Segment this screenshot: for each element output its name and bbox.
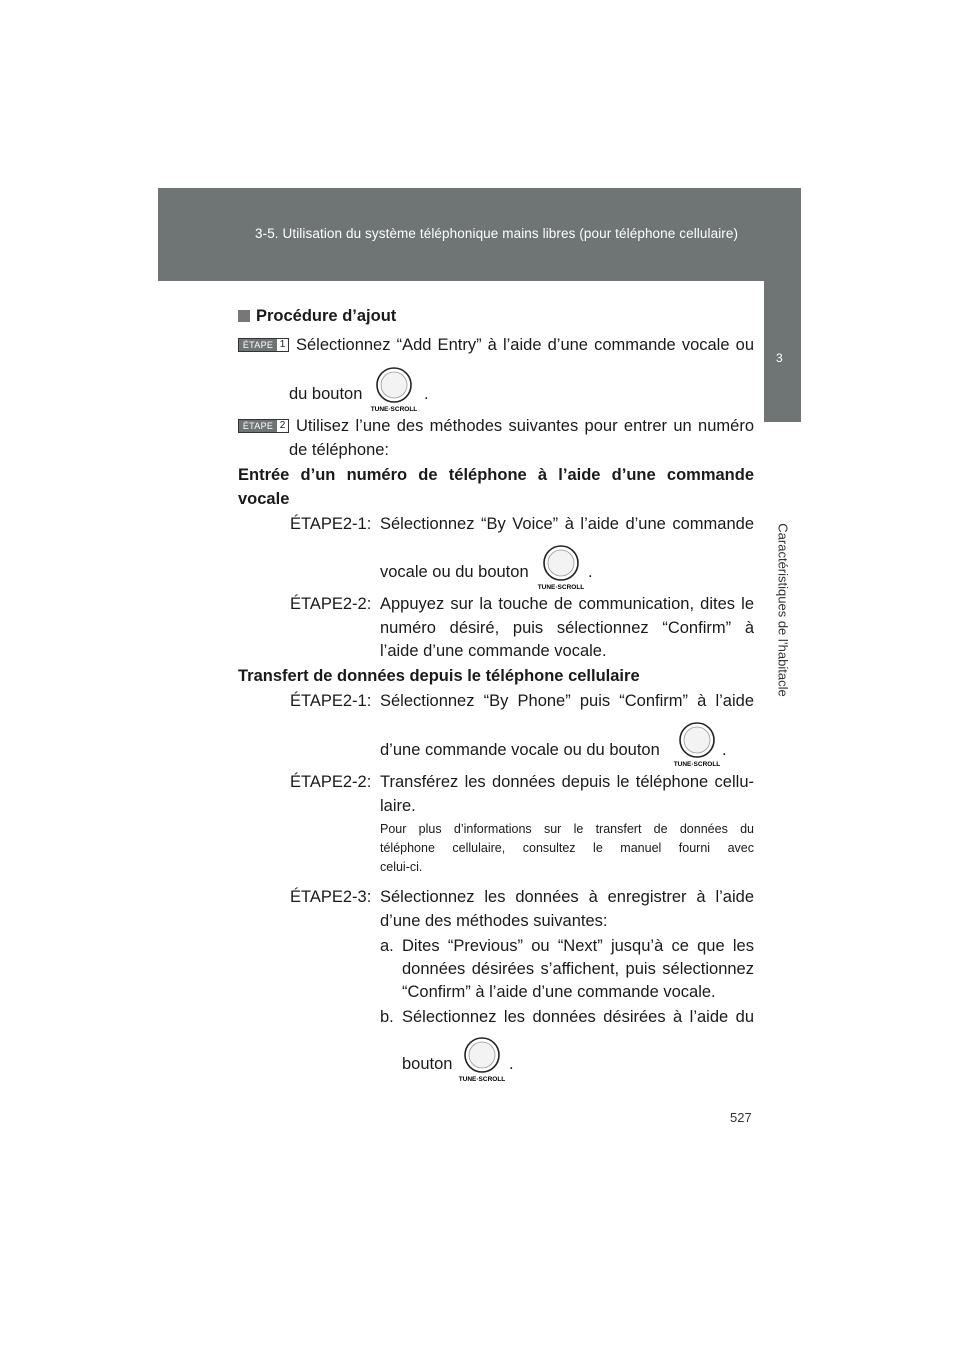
transfer-step22-note1: Pour plus d’informations sur le transfert de données du: [380, 822, 754, 836]
chapter-number: 3: [776, 351, 783, 365]
section-heading: Procédure d’ajout: [238, 306, 396, 326]
voice-step21-line1: Sélectionnez “By Voice” à l’aide d’une commande: [380, 515, 754, 533]
knob-caption: TUNE·SCROLL: [458, 1076, 506, 1083]
knob-caption: TUNE·SCROLL: [537, 584, 585, 591]
tune-scroll-knob-icon: [536, 542, 586, 592]
tune-scroll-knob-icon: [672, 719, 722, 769]
option-a-line1: Dites “Previous” ou “Next” jusqu’à ce que les: [402, 937, 754, 955]
transfer-step23-line1: Sélectionnez les données à enregistrer à l’aide: [380, 888, 754, 906]
transfer-step22-label: ÉTAPE2-2:: [290, 773, 372, 791]
transfer-step23-label: ÉTAPE2-3:: [290, 888, 372, 906]
transfer-step22-line2: laire.: [380, 797, 416, 815]
step2-line1: Utilisez l’une des méthodes suivantes pour entrer un numéro: [296, 417, 754, 435]
knob-caption: TUNE·SCROLL: [673, 761, 721, 768]
step-badge-2: ÉTAPE 2: [238, 419, 289, 433]
option-b-marker: b.: [380, 1008, 394, 1026]
transfer-step22-note3: celui-ci.: [380, 860, 423, 874]
step1-end: .: [424, 385, 429, 403]
section-title: 3-5. Utilisation du système téléphonique mains libres (pour téléphone cellulaire): [255, 226, 739, 241]
transfer-heading: Transfert de données depuis le téléphone cellulaire: [238, 667, 640, 685]
transfer-step21-line1: Sélectionnez “By Phone” puis “Confirm” à l’aide: [380, 692, 754, 710]
voice-step21-line2: vocale ou du bouton: [380, 563, 529, 581]
voice-heading-line2: vocale: [238, 490, 290, 508]
transfer-step21-line2: d’une commande vocale ou du bouton: [380, 741, 660, 759]
tune-scroll-knob-icon: [369, 364, 419, 414]
transfer-step21-end: .: [722, 741, 727, 759]
voice-step22-line1: Appuyez sur la touche de communication, dites le: [380, 595, 754, 613]
transfer-step23-line2: d’une des méthodes suivantes:: [380, 912, 608, 930]
voice-step22-line3: l’aide d’une commande vocale.: [380, 642, 607, 660]
voice-step22-line2: numéro désiré, puis sélectionnez “Confirm” à: [380, 619, 754, 637]
step1-line1: Sélectionnez “Add Entry” à l’aide d’une commande vocale ou: [296, 336, 754, 354]
chapter-label: Caractéristiques de l’habitacle: [775, 523, 791, 697]
step1-line2: du bouton: [289, 385, 363, 403]
option-b-end: .: [509, 1055, 514, 1073]
transfer-step22-line1: Transférez les données depuis le téléphone cellu-: [380, 773, 754, 791]
step2-line2: de téléphone:: [289, 441, 390, 459]
voice-step22-label: ÉTAPE2-2:: [290, 595, 372, 613]
voice-step21-end: .: [588, 563, 593, 581]
square-bullet-icon: [238, 310, 250, 322]
option-a-marker: a.: [380, 937, 394, 955]
option-b-line1: Sélectionnez les données désirées à l’aide du: [402, 1008, 754, 1026]
page-number: 527: [730, 1110, 752, 1125]
option-b-line2: bouton: [402, 1055, 453, 1073]
voice-step21-label: ÉTAPE2-1:: [290, 515, 372, 533]
step-badge-1: ÉTAPE 1: [238, 338, 289, 352]
knob-caption: TUNE·SCROLL: [370, 406, 418, 413]
option-a-line2: données désirées s’affichent, puis sélectionnez: [402, 960, 754, 978]
transfer-step22-note2: téléphone cellulaire, consultez le manuel fourni avec: [380, 841, 754, 855]
option-a-line3: “Confirm” à l’aide d’une commande vocale.: [402, 983, 716, 1001]
transfer-step21-label: ÉTAPE2-1:: [290, 692, 372, 710]
voice-heading-line1: Entrée d’un numéro de téléphone à l’aide d’une commande: [238, 466, 754, 484]
tune-scroll-knob-icon: [457, 1034, 507, 1084]
